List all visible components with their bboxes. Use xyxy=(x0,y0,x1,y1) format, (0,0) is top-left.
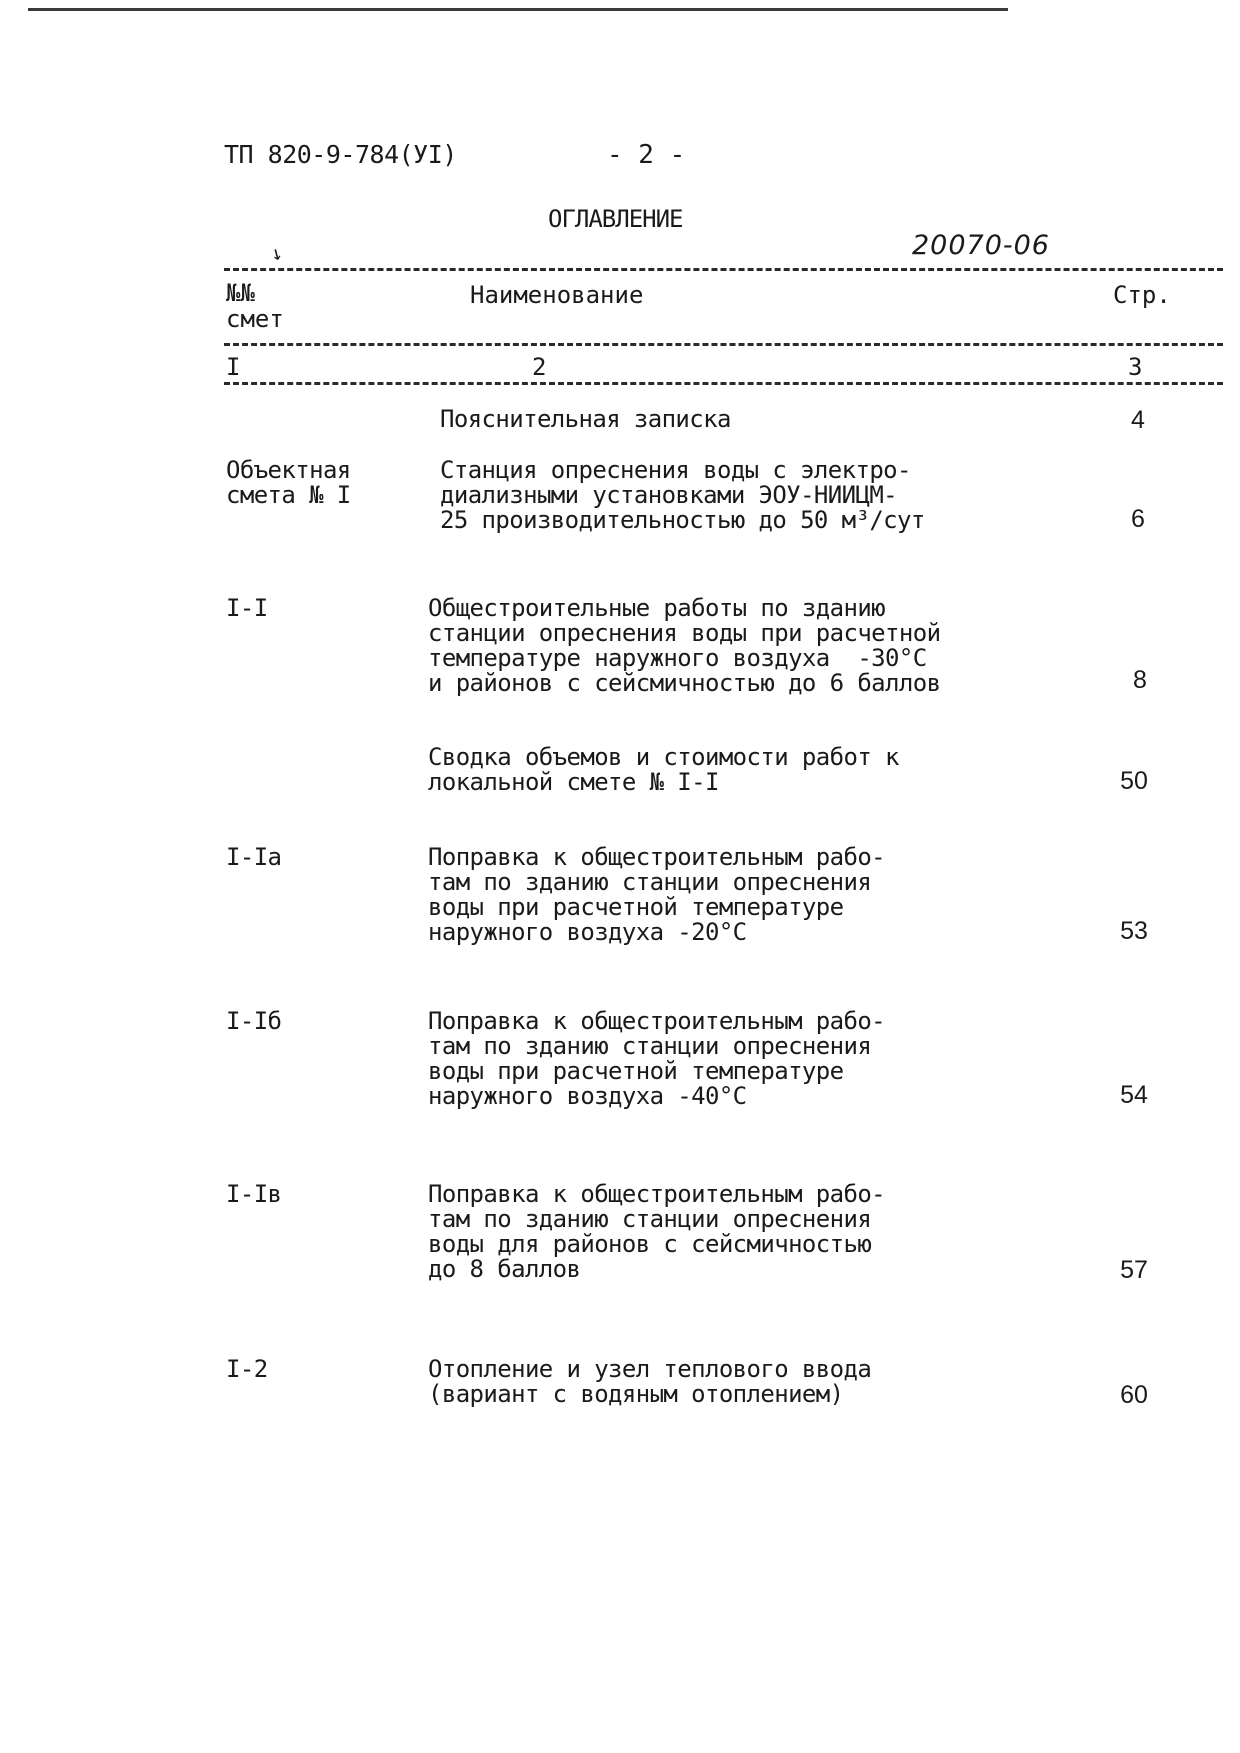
entry-code: I-Iб xyxy=(226,1007,282,1035)
entry-page: 50 xyxy=(1120,767,1148,795)
entry-page: 60 xyxy=(1120,1381,1148,1409)
divider-top xyxy=(224,268,1223,271)
col-number-3: 3 xyxy=(1128,353,1143,381)
page-title: ОГЛАВЛЕНИЕ xyxy=(548,205,683,233)
entry-page: 54 xyxy=(1120,1081,1148,1109)
entry-name: Станция опреснения воды с электро- диализными установками ЭОУ-НИИЦМ- 25 производительностью до 50 м³/сут xyxy=(440,456,925,534)
col-header-page: Стр. xyxy=(1113,281,1171,309)
entry-code: I-I xyxy=(226,594,268,622)
entry-page: 57 xyxy=(1120,1256,1148,1284)
top-rule xyxy=(28,8,1008,11)
tick-mark: ↘ xyxy=(266,238,290,266)
entry-name: Отопление и узел теплового ввода (вариант с водяным отоплением) xyxy=(428,1355,872,1408)
entry-code: I-Iа xyxy=(226,843,282,871)
col-header-name: Наименование xyxy=(470,281,644,309)
entry-code: I-Iв xyxy=(226,1180,282,1208)
handwritten-number: 20070-06 xyxy=(912,230,1050,261)
entry-page: 4 xyxy=(1131,406,1145,434)
divider-numbers xyxy=(224,382,1223,385)
page-number: - 2 - xyxy=(607,140,686,170)
entry-name: Общестроительные работы по зданию станции опреснения воды при расчетной температуре наружного воздуха -30°С и районов с сейсмичностью до 6 баллов xyxy=(428,594,941,697)
entry-name: Поправка к общестроительным рабо- там по зданию станции опреснения воды при расчетной температуре наружного воздуха -40°С xyxy=(428,1007,886,1110)
entry-code: Объектная смета № I xyxy=(226,456,351,509)
col-header-estimate-no: №№ смет xyxy=(226,279,284,333)
entry-page: 53 xyxy=(1120,917,1148,945)
entry-page: 6 xyxy=(1131,505,1145,533)
document-code: ТП 820-9-784(УI) xyxy=(224,140,457,169)
entry-name: Пояснительная записка xyxy=(440,405,731,433)
col-number-1: I xyxy=(226,353,241,381)
col-number-2: 2 xyxy=(532,353,547,381)
divider-header xyxy=(224,343,1223,346)
entry-name: Поправка к общестроительным рабо- там по зданию станции опреснения воды при расчетной температуре наружного воздуха -20°С xyxy=(428,843,886,946)
entry-name: Сводка объемов и стоимости работ к локальной смете № I-I xyxy=(428,743,899,796)
entry-name: Поправка к общестроительным рабо- там по зданию станции опреснения воды для районов с сейсмичностью до 8 баллов xyxy=(428,1180,886,1283)
entry-page: 8 xyxy=(1133,666,1147,694)
entry-code: I-2 xyxy=(226,1355,268,1383)
